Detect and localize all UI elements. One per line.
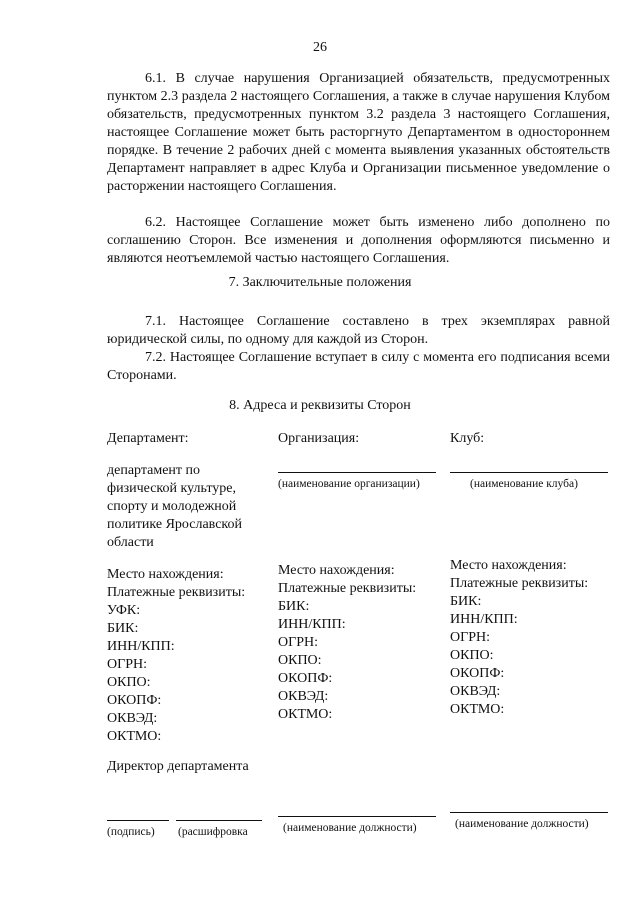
club-req-3: ОГРН: [450, 630, 490, 645]
department-label: Департамент: [107, 431, 189, 446]
section-8-heading: 8. Адреса и реквизиты Сторон [229, 398, 411, 413]
organization-req-3: ОГРН: [278, 635, 318, 650]
department-signature-line [107, 820, 169, 821]
organization-label: Организация: [278, 431, 360, 446]
club-name-line [450, 472, 608, 473]
organization-requisites [278, 562, 443, 724]
organization-req-0: Платежные реквизиты: [278, 581, 417, 596]
organization-req-6: ОКВЭД: [278, 689, 329, 704]
department-req-7: ОКВЭД: [107, 711, 158, 726]
organization-req-1: БИК: [278, 599, 310, 614]
paragraph-7-1: 7.1. Настоящее Соглашение составлено в трех экземплярах равной юридической силы, по одному для каждой из Сторон. [107, 314, 610, 347]
club-label: Клуб: [450, 431, 485, 446]
organization-req-7: ОКТМО: [278, 707, 333, 722]
department-req-2: БИК: [107, 621, 139, 636]
department-req-8: ОКТМО: [107, 729, 162, 744]
club-position-line [450, 812, 608, 813]
department-requisites [107, 566, 267, 746]
club-req-5: ОКОПФ: [450, 666, 505, 681]
organization-position-caption: (наименование должности) [283, 822, 417, 834]
department-signature-caption: (подпись) [107, 826, 155, 838]
organization-position-line [278, 816, 436, 817]
paragraph-7-2: 7.2. Настоящее Соглашение вступает в силу с момента его подписания всеми Сторонами. [107, 350, 610, 383]
department-req-0: Платежные реквизиты: [107, 585, 246, 600]
department-location: Место нахождения: [107, 567, 224, 582]
organization-req-2: ИНН/КПП: [278, 617, 346, 632]
department-director: Директор департамента [107, 759, 249, 774]
organization-location: Место нахождения: [278, 563, 395, 578]
department-req-6: ОКОПФ: [107, 693, 162, 708]
department-req-4: ОГРН: [107, 657, 147, 672]
department-req-3: ИНН/КПП: [107, 639, 175, 654]
organization-name-line [278, 472, 436, 473]
club-req-7: ОКТМО: [450, 702, 505, 717]
club-position-caption: (наименование должности) [455, 818, 589, 830]
organization-req-4: ОКПО: [278, 653, 322, 668]
department-req-1: УФК: [107, 603, 141, 618]
club-req-2: ИНН/КПП: [450, 612, 518, 627]
club-req-6: ОКВЭД: [450, 684, 501, 699]
club-location: Место нахождения: [450, 558, 567, 573]
club-requisites [450, 557, 615, 719]
club-req-1: БИК: [450, 594, 482, 609]
department-decoding-caption: (расшифровка [178, 826, 248, 838]
paragraph-6-2: 6.2. Настоящее Соглашение может быть изменено либо дополнено по соглашению Сторон. Все изменения и дополнения оформляются письменно и являются неотъемлемой частью настоящего Соглашения. [107, 215, 610, 266]
paragraph-6-1: 6.1. В случае нарушения Организацией обязательств, предусмотренных пунктом 2.3 раздела 2 настоящего Соглашения, а также в случае нарушения Клубом обязательств, предусмотренных пунктом 3.2 раздела 3 настоящего Соглашения, настоящее Соглашение может быть расторгнуто Департаментом в одностороннем порядке. В течение 2 рабочих дней с момента выявления указанных обстоятельств Департамент направляет в адрес Клуба и Организации письменное уведомление о расторжении настоящего Соглашения. [107, 71, 610, 194]
department-name: департамент по физической культуре, спорту и молодежной политике Ярославской области [107, 463, 242, 550]
page-number: 26 [313, 40, 327, 55]
organization-name-caption: (наименование организации) [278, 478, 420, 490]
department-req-5: ОКПО: [107, 675, 151, 690]
club-req-4: ОКПО: [450, 648, 494, 663]
section-7-heading: 7. Заключительные положения [228, 275, 412, 290]
club-req-0: Платежные реквизиты: [450, 576, 589, 591]
club-name-caption: (наименование клуба) [470, 478, 578, 490]
organization-req-5: ОКОПФ: [278, 671, 333, 686]
department-decoding-line [176, 820, 262, 821]
